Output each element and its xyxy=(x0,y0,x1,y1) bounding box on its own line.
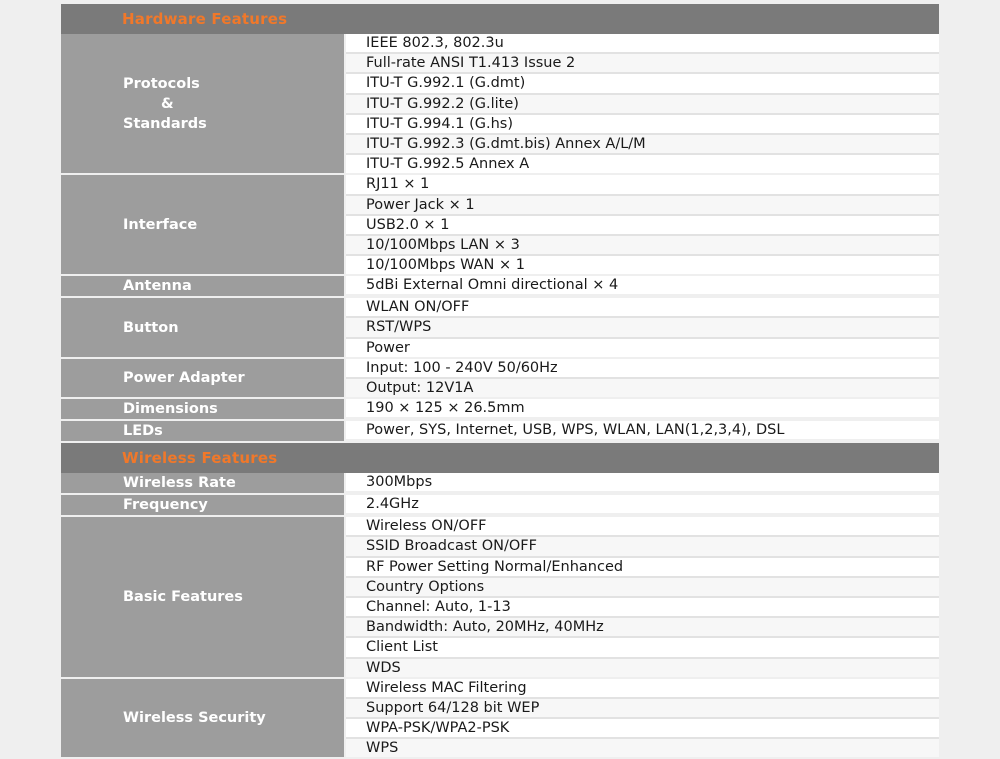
spec-sheet xyxy=(61,4,939,759)
spec-value: ITU-T G.992.5 Annex A xyxy=(346,153,939,173)
spec-label xyxy=(61,495,344,515)
spec-label-line: Protocols xyxy=(123,75,200,92)
section-header xyxy=(61,4,939,34)
spec-group xyxy=(61,175,939,276)
spec-label xyxy=(61,34,344,173)
spec-value: WPS xyxy=(346,737,939,757)
spec-value: WPA-PSK/WPA2-PSK xyxy=(346,717,939,737)
spec-value: Client List xyxy=(346,636,939,656)
spec-value: WDS xyxy=(346,657,939,677)
spec-label-line: Interface xyxy=(123,216,198,233)
spec-value: ITU-T G.992.1 (G.dmt) xyxy=(346,72,939,92)
spec-label xyxy=(61,276,344,296)
spec-value: 190 × 125 × 26.5mm xyxy=(346,399,939,417)
spec-value: Full-rate ANSI T1.413 Issue 2 xyxy=(346,52,939,72)
spec-label xyxy=(61,517,344,677)
section-header xyxy=(61,443,939,473)
spec-label-line: & xyxy=(161,95,174,112)
spec-values xyxy=(346,34,939,173)
spec-group xyxy=(61,359,939,399)
spec-group xyxy=(61,298,939,359)
spec-group xyxy=(61,679,939,759)
spec-value: Wireless MAC Filtering xyxy=(346,679,939,697)
spec-group xyxy=(61,473,939,495)
spec-value: Wireless ON/OFF xyxy=(346,517,939,535)
spec-values xyxy=(346,679,939,758)
spec-label-line: Antenna xyxy=(123,278,192,295)
spec-values xyxy=(346,495,939,515)
spec-value: 300Mbps xyxy=(346,473,939,491)
spec-label-line: Dimensions xyxy=(123,401,218,418)
spec-label xyxy=(61,298,344,357)
spec-value: 2.4GHz xyxy=(346,495,939,513)
spec-label xyxy=(61,473,344,493)
spec-value: Input: 100 - 240V 50/60Hz xyxy=(346,359,939,377)
spec-label xyxy=(61,679,344,758)
spec-value: Power xyxy=(346,337,939,357)
spec-group xyxy=(61,517,939,679)
spec-value: WLAN ON/OFF xyxy=(346,298,939,316)
spec-values xyxy=(346,276,939,296)
spec-value: Power Jack × 1 xyxy=(346,194,939,214)
spec-value: SSID Broadcast ON/OFF xyxy=(346,535,939,555)
spec-value: RJ11 × 1 xyxy=(346,175,939,193)
spec-label-line: Wireless Rate xyxy=(123,475,236,492)
spec-values xyxy=(346,517,939,677)
spec-group xyxy=(61,399,939,421)
spec-label-line: Wireless Security xyxy=(123,710,266,727)
spec-label xyxy=(61,175,344,274)
spec-value: ITU-T G.992.3 (G.dmt.bis) Annex A/L/M xyxy=(346,133,939,153)
spec-values xyxy=(346,359,939,397)
spec-value: RST/WPS xyxy=(346,316,939,336)
spec-value: Support 64/128 bit WEP xyxy=(346,697,939,717)
spec-label xyxy=(61,359,344,397)
spec-value: Bandwidth: Auto, 20MHz, 40MHz xyxy=(346,616,939,636)
spec-value: ITU-T G.994.1 (G.hs) xyxy=(346,113,939,133)
spec-value: ITU-T G.992.2 (G.lite) xyxy=(346,93,939,113)
spec-value: 10/100Mbps LAN × 3 xyxy=(346,234,939,254)
spec-value: IEEE 802.3, 802.3u xyxy=(346,34,939,52)
spec-value: RF Power Setting Normal/Enhanced xyxy=(346,556,939,576)
spec-values xyxy=(346,298,939,357)
spec-values xyxy=(346,175,939,274)
spec-value: 10/100Mbps WAN × 1 xyxy=(346,254,939,274)
spec-values xyxy=(346,421,939,441)
spec-label-line: Standards xyxy=(123,115,207,132)
spec-group xyxy=(61,495,939,517)
spec-value: USB2.0 × 1 xyxy=(346,214,939,234)
spec-label-line: Frequency xyxy=(123,497,208,514)
spec-values xyxy=(346,399,939,419)
spec-label xyxy=(61,421,344,441)
spec-label-line: Button xyxy=(123,319,179,336)
spec-values xyxy=(346,473,939,493)
section-title: Wireless Features xyxy=(122,449,278,468)
spec-value: Channel: Auto, 1-13 xyxy=(346,596,939,616)
spec-value: Power, SYS, Internet, USB, WPS, WLAN, LAN(1,2,3,4), DSL xyxy=(346,421,939,439)
section-title: Hardware Features xyxy=(122,10,288,28)
spec-value: Country Options xyxy=(346,576,939,596)
spec-label-line: LEDs xyxy=(123,423,163,440)
spec-value: 5dBi External Omni directional × 4 xyxy=(346,276,939,294)
spec-group xyxy=(61,421,939,443)
spec-label-line: Basic Features xyxy=(123,588,243,605)
spec-value: Output: 12V1A xyxy=(346,377,939,397)
spec-label xyxy=(61,399,344,419)
spec-label-line: Power Adapter xyxy=(123,370,245,386)
spec-group xyxy=(61,276,939,298)
spec-group xyxy=(61,34,939,175)
